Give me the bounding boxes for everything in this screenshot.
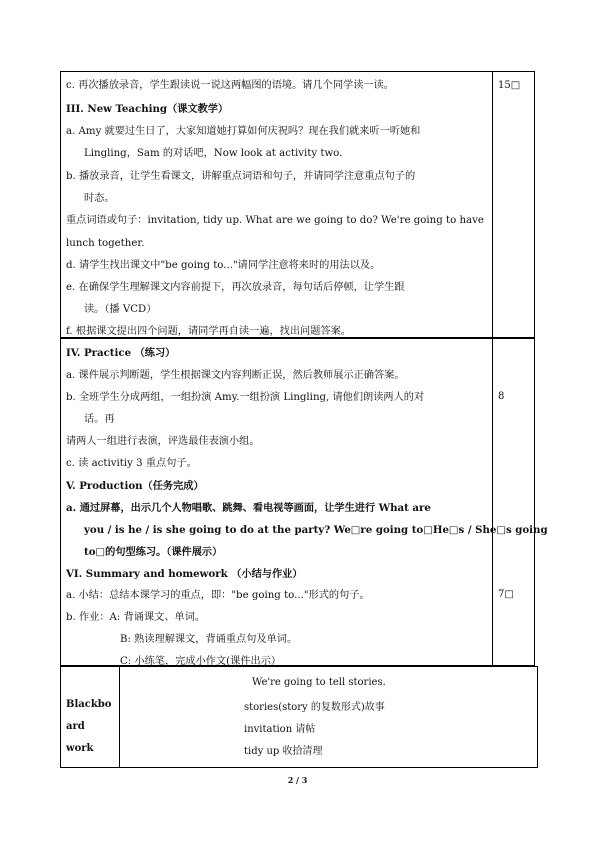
blackboard-line: tidy up 收拾清理 xyxy=(244,746,323,757)
text-line: b. 全班学生分成两组，一组扮演 Amy.一组扮演 Lingling, 请他们朗读两人的对 xyxy=(66,392,425,403)
text-line: C: 小练笔，完成小作文(课件出示） xyxy=(120,656,282,667)
blackboard-line: stories(story 的复数形式)故事 xyxy=(244,702,385,713)
text-line: c. 读 activitiy 3 重点句子。 xyxy=(66,458,197,469)
section-heading: VI. Summary and homework （小结与作业） xyxy=(66,568,303,580)
text-line: 重点词语或句子：invitation, tidy up. What are we going to do? We're going to have xyxy=(66,215,484,226)
text-line: Lingling，Sam 的对话吧，Now look at activity two. xyxy=(84,148,343,159)
text-line: a. 通过屏幕，出示几个人物唱歌、跳舞、看电视等画面，让学生进行 What are xyxy=(66,502,431,514)
blackboard-divider xyxy=(119,666,120,768)
text-line: B: 熟读理解课文，背诵重点句及单词。 xyxy=(120,634,298,645)
text-line: b. 播放录音，让学生看课文，讲解重点词语和句子，并请同学注意重点句子的 xyxy=(66,171,416,182)
time-column-divider-2 xyxy=(492,338,493,666)
text-line: lunch together. xyxy=(66,238,145,249)
text-line: a. Amy 就要过生日了，大家知道她打算如何庆祝吗？现在我们就来听一听她和 xyxy=(66,126,421,137)
text-line: a. 小结：总结本课学习的重点，即："be going to..."形式的句子。 xyxy=(66,590,370,601)
time-cell: 8 xyxy=(498,391,505,402)
section-heading: III. New Teaching（课文教学） xyxy=(66,103,229,115)
blackboard-line: We're going to tell stories. xyxy=(252,677,386,688)
text-line: b. 作业：A: 背诵课文、单词。 xyxy=(66,612,206,623)
text-line: c. 再次播放录音，学生跟读说一说这两幅图的语境。请几个同学读一读。 xyxy=(66,80,394,91)
text-line: to□的句型练习。（课件展示） xyxy=(84,546,223,558)
text-line: 话。再 xyxy=(84,414,115,425)
text-line: 读。（播 VCD） xyxy=(84,304,157,315)
time-column-divider xyxy=(492,71,493,338)
page-number: 2 / 3 xyxy=(287,775,308,785)
text-line: f. 根据课文提出四个问题，请同学再自读一遍，找出问题答案。 xyxy=(66,326,351,337)
blackboard-label: Blackbo ard work xyxy=(66,699,112,754)
blackboard-line: invitation 请帖 xyxy=(244,724,316,735)
section-heading: V. Production（任务完成） xyxy=(66,480,204,492)
time-cell: 7□ xyxy=(498,589,514,600)
section-heading: IV. Practice （练习） xyxy=(66,347,176,359)
text-line: d. 请学生找出课文中"be going to..."请同学注意将来时的用法以及。 xyxy=(66,260,381,271)
text-line: 请两人一组进行表演，评选最佳表演小组。 xyxy=(66,436,260,447)
text-line: e. 在确保学生理解课文内容前提下，再次放录音，每句话后停顿，让学生跟 xyxy=(66,282,405,293)
text-line: you / is he / is she going to do at the party? We□re going to□He□s / She□s going xyxy=(84,524,548,536)
text-line: 时态。 xyxy=(84,193,115,204)
time-cell: 15□ xyxy=(498,80,521,91)
text-line: a. 课件展示判断题，学生根据课文内容判断正误，然后教师展示正确答案。 xyxy=(66,370,405,381)
